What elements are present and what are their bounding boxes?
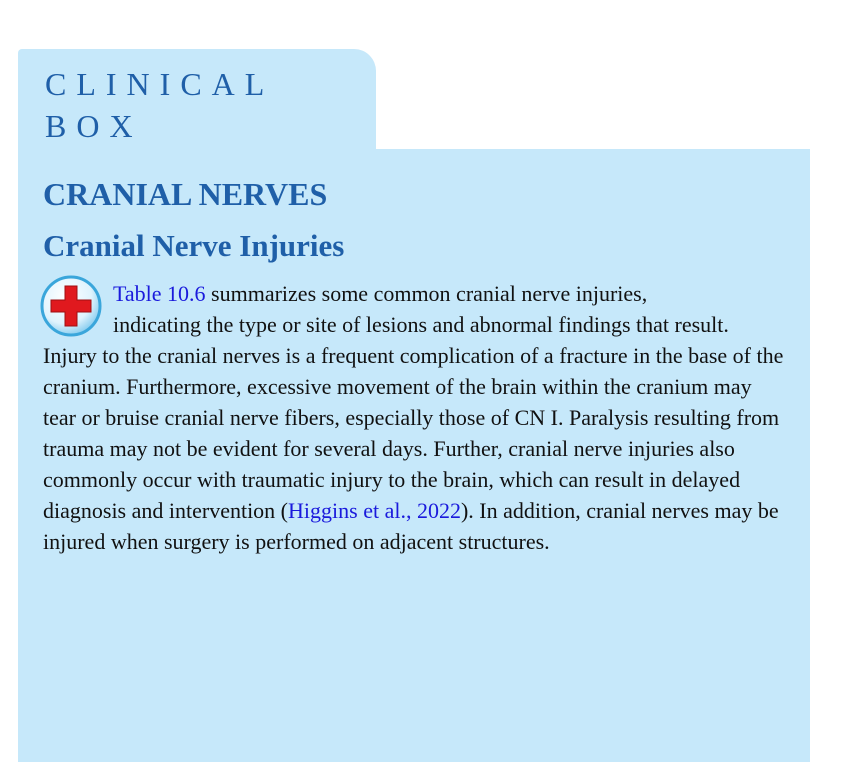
section-subtitle: Cranial Nerve Injuries (43, 228, 345, 263)
line2-text: indicating the type or site of lesions and abnormal findings that result. (113, 312, 729, 337)
clinical-box-content (43, 172, 788, 557)
closing-text: ). In addition, cranial nerves may be injured when surgery is performed on adjacent structures. (43, 498, 779, 554)
clinical-box-label-line2: BOX (45, 108, 143, 144)
table-link[interactable]: Table 10.6 (113, 281, 206, 306)
clinical-box-label-line1: CLINICAL (45, 66, 275, 102)
body-text: the base of the cranium. Furthermore, excessive movement of the brain within the cranium may tear or bruise cranial nerve fibers, especially those of CN I. Paralysis resulting from trauma may not be evident for several days. Further, cranial nerve injuries also commonly occur with traumatic injury to the brain, which can result in delayed diagnosis and intervention ( (43, 343, 784, 523)
citation-link[interactable]: Higgins et al., 2022 (288, 498, 461, 523)
body-paragraph (43, 278, 788, 557)
first-aid-cross-icon (39, 278, 105, 340)
section-title: CRANIAL NERVES (43, 176, 328, 212)
line3-text: Injury to the cranial nerves is a frequent complication of a fracture in (43, 343, 651, 368)
clinical-box-label (45, 63, 345, 147)
line1-text: summarizes some common cranial nerve injuries, (205, 281, 648, 306)
